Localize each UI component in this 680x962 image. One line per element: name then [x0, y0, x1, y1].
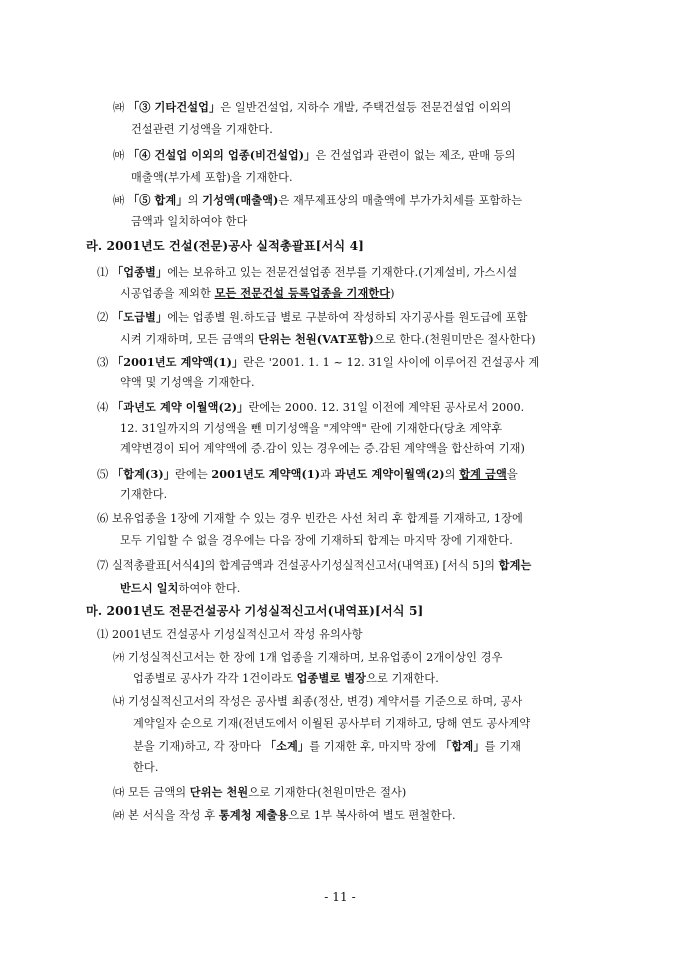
- section-heading-form-4: 라. 2001년도 건설(전문)공사 실적총괄표[서식 4]: [86, 239, 365, 253]
- form5-subitem-na-line-4: 한다.: [133, 761, 159, 774]
- form5-subitem-da: ㈐ 모든 금액의 단위는 천원으로 기재한다(천원미만은 절사): [113, 785, 407, 799]
- form5-subitem-ga: ㈎ 기성실적신고서는 한 장에 1개 업종을 기재하며, 보유업종이 2개이상인 경우: [113, 651, 503, 664]
- item-4-continuation: 매출액(부가세 포함)을 기재한다.: [131, 171, 293, 184]
- page-number: - 11 -: [324, 890, 356, 904]
- form4-item-3-continuation: 약액 및 기성액을 기재한다.: [120, 376, 255, 389]
- item-3-other-construction: ㈑ 「③ 기타건설업」은 일반건설업, 지하수 개발, 주택건설등 전문건설업 이외의: [113, 100, 512, 114]
- item-4-non-construction: ㈒ 「④ 건설업 이외의 업종(비건설업)」은 건설업과 관련이 없는 제조, 판매 등의: [113, 148, 516, 162]
- form5-subitem-na: ㈏ 기성실적신고서의 작성은 공사별 최종(정산, 변경) 계약서를 기준으로 하며, 공사: [113, 695, 523, 708]
- item-5-continuation: 금액과 일치하여야 한다: [131, 215, 248, 228]
- form5-subitem-na-line-2: 계약일자 순으로 기재(전년도에서 이월된 공사부터 기재하고, 당해 연도 공사계약: [133, 717, 531, 730]
- form4-item-1: ⑴ 「업종별」에는 보유하고 있는 전문건설업종 전부를 기재한다.(기계설비, 가스시설: [97, 265, 518, 279]
- form4-item-1-continuation: 시공업종을 제외한 모든 전문건설 등록업종을 기재한다): [120, 286, 395, 300]
- form4-item-6: ⑹ 보유업종을 1장에 기재할 수 있는 경우 빈칸은 사선 처리 후 합계를 기재하고, 1장에: [97, 512, 523, 525]
- form5-subitem-ra: ㈑ 본 서식을 작성 후 통계청 제출용으로 1부 복사하여 별도 편철한다.: [113, 808, 456, 822]
- form4-item-4-line-3: 계약변경이 되어 계약액에 증․감이 있는 경우에는 증․감된 계약액을 합산하여 기재): [120, 442, 525, 455]
- form4-item-5-continuation: 기재한다.: [120, 488, 168, 501]
- section-heading-form-5: 마. 2001년도 전문건설공사 기성실적신고서(내역표)[서식 5]: [86, 604, 424, 618]
- item-5-total: ㈓ 「⑤ 합계」의 기성액(매출액)은 재무제표상의 매출액에 부가가치세를 포함하는: [113, 193, 523, 207]
- form4-item-4-line-2: 12. 31일까지의 기성액을 뺀 미기성액을 "계약액" 란에 기재한다(당초 계약후: [120, 422, 503, 435]
- form4-item-2: ⑵ 「도급별」에는 업종별 원․하도급 별로 구분하여 작성하되 자기공사를 원도급에 포함: [97, 310, 528, 324]
- form4-item-2-continuation: 시켜 기재하며, 모든 금액의 단위는 천원(VAT포함)으로 한다.(천원미만은 절사한다): [120, 332, 536, 346]
- form4-item-5: ⑸ 「합계(3)」란에는 2001년도 계약액(1)과 과년도 계약이월액(2)의 합계 금액을: [97, 467, 518, 481]
- form4-item-7: ⑺ 실적총괄표[서식4]의 합계금액과 건설공사기성실적신고서(내역표) [서식 5]의 합계는: [97, 558, 532, 572]
- form5-subitem-na-line-3: 분을 기재)하고, 각 장마다 「소계」를 기재한 후, 마지막 장에 「합계」를 기재: [133, 739, 522, 753]
- form4-item-4: ⑷ 「과년도 계약 이월액(2)」란에는 2000. 12. 31일 이전에 계약된 공사로서 2000.: [97, 400, 525, 414]
- form4-item-6-continuation: 모두 기입할 수 없을 경우에는 다음 장에 기재하되 합계는 마지막 장에 기재한다.: [120, 534, 513, 547]
- item-3-continuation: 건설관련 기성액을 기재한다.: [131, 123, 273, 136]
- form4-item-7-continuation: 반드시 일치하여야 한다.: [120, 581, 241, 595]
- form4-item-3: ⑶ 「2001년도 계약액(1)」란은 '2001. 1. 1 ~ 12. 31일 사이에 이루어진 건설공사 계: [97, 355, 540, 369]
- form5-item-1: ⑴ 2001년도 건설공사 기성실적신고서 작성 유의사항: [97, 628, 363, 641]
- form5-subitem-ga-continuation: 업종별로 공사가 각각 1건이라도 업종별로 별장으로 기재한다.: [133, 671, 439, 685]
